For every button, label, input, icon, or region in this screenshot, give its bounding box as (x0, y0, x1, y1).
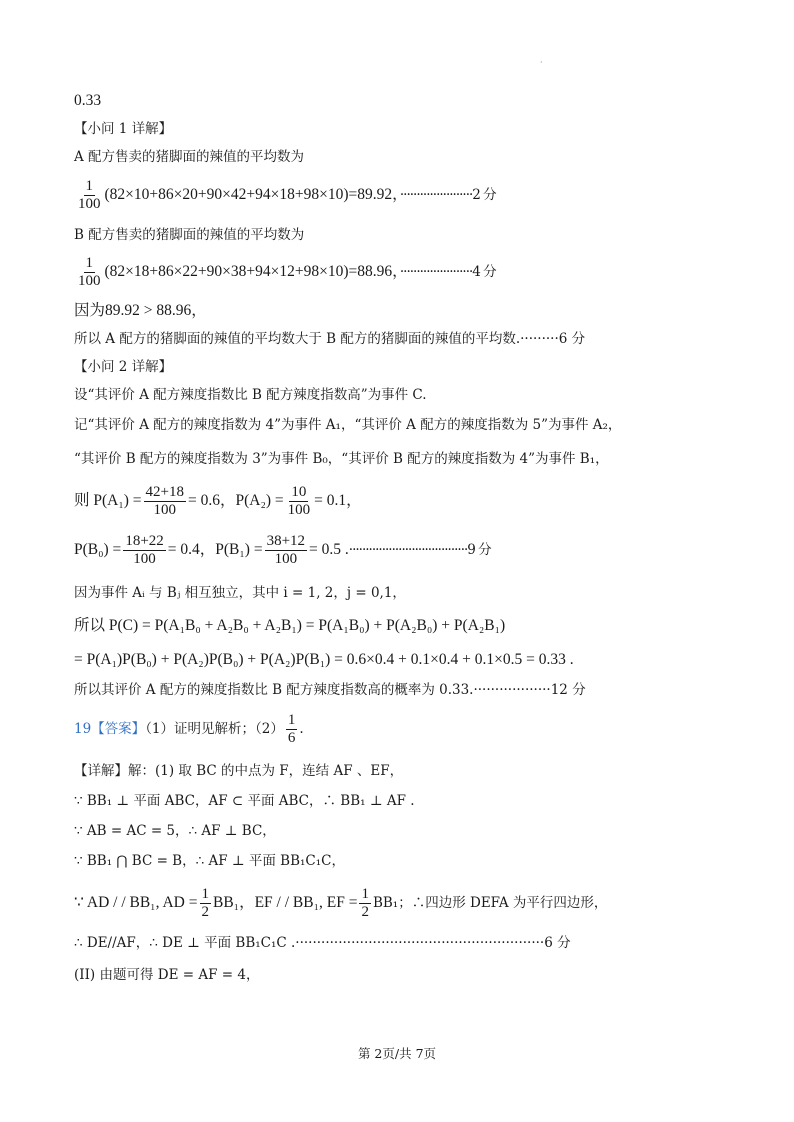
text-line: 【详解】解：(1) 取 BC 的中点为 F，连结 AF 、EF， (74, 763, 404, 779)
fraction: $\frac{10}{100}$ (287, 484, 311, 518)
text-line: (II) 由题可得 DE = AF = 4， (74, 967, 260, 983)
equation-b-mean: $\frac{1}{100}$ (82×18+86×22+90×38+94×12+98×10)=88.96，······················4 分 (78, 255, 496, 289)
page-footer: 第 2页/共 7页 (357, 1046, 437, 1061)
text-line: ∵ BB₁ ⊥ 平面 ABC，AF ⊂ 平面 ABC，∴ BB₁ ⊥ AF . (74, 793, 415, 809)
parallel-line: ∵ AD / / BB₁, AD = $\frac{1}{2}$ BB₁，EF / / BB₁, EF = $\frac{1}{2}$ BB₁；∴四边形 DEFA 为平行四边形， (74, 886, 608, 920)
fraction: $\frac{18+22}{100}$ (125, 533, 164, 567)
text-line: 因为89.92 > 88.96， (74, 302, 207, 319)
text-line: 设“其评价 A 配方辣度指数比 B 配方辣度指数高”为事件 C. (74, 387, 427, 403)
fraction: $\frac{1}{2}$ (201, 886, 209, 920)
equation-line: 所以 P(C) = P(A₁B₀ + A₂B₀ + A₂B₁) = P(A₁B₀) + P(A₂B₀) + P(A₂B₁) (74, 617, 506, 634)
fraction: $\frac{42+18}{100}$ (145, 484, 185, 518)
conclusion-line: 所以其评价 A 配方的辣度指数比 B 配方辣度指数高的概率为 0.33.··················12 分 (74, 682, 586, 698)
answer-value: 0.33 (74, 92, 102, 109)
text-line: ∴ DE//AF，∴ DE ⊥ 平面 BB₁C₁C .··························································6 分 (74, 935, 571, 951)
probability-line-a: 则 P(A₁) = $\frac{42+18}{100}$ = 0.6，P(A₂) = $\frac{10}{100}$ = 0.1， (74, 484, 362, 518)
text-line: 因为事件 Aᵢ 与 Bⱼ 相互独立，其中 i = 1, 2，j = 0,1， (74, 585, 406, 601)
equation-a-mean: $\frac{1}{100}$ (82×10+86×20+90×42+94×18+98×10)=89.92，······················2 分 (78, 178, 496, 212)
answer-label: 19【答案】 (74, 721, 146, 737)
text-line: ∵ BB₁ ⋂ BC = B，∴ AF ⊥ 平面 BB₁C₁C， (74, 853, 345, 869)
equation-line: = P(A₁)P(B₀) + P(A₂)P(B₀) + P(A₂)P(B₁) = 0.6×0.4 + 0.1×0.4 + 0.1×0.5 = 0.33 . (74, 651, 574, 668)
text-line: ∵ AB = AC = 5，∴ AF ⊥ BC， (74, 823, 276, 839)
fraction: $\frac{1}{2}$ (361, 886, 369, 920)
text-line: “其评价 B 配方的辣度指数为 3”为事件 B₀，“其评价 B 配方的辣度指数为 4”为事件 B₁， (74, 451, 609, 467)
probability-line-b: P(B₀) = $\frac{18+22}{100}$ = 0.4，P(B₁) = $\frac{38+12}{100}$ = 0.5 .····································9 分 (74, 533, 491, 567)
q19-answer: 19【答案】（1）证明见解析；（2） $\frac{1}{6}$ . (74, 712, 304, 746)
text-line: A 配方售卖的猪脚面的辣值的平均数为 (74, 149, 305, 165)
page-mark: · (540, 58, 543, 67)
text-line: 记“其评价 A 配方的辣度指数为 4”为事件 A₁，“其评价 A 配方的辣度指数为 5”为事件 A₂， (74, 417, 622, 433)
text-line: B 配方售卖的猪脚面的辣值的平均数为 (74, 227, 305, 243)
text-line: 所以 A 配方的猪脚面的辣值的平均数大于 B 配方的猪脚面的辣值的平均数.·········6 分 (74, 331, 586, 347)
fraction: $\frac{1}{100}$ (78, 255, 101, 289)
fraction: $\frac{1}{100}$ (78, 178, 101, 212)
fraction: $\frac{1}{6}$ (287, 712, 296, 746)
section-heading-2: 【小问 2 详解】 (74, 359, 173, 375)
section-heading-1: 【小问 1 详解】 (74, 121, 173, 137)
fraction: $\frac{38+12}{100}$ (266, 533, 306, 567)
